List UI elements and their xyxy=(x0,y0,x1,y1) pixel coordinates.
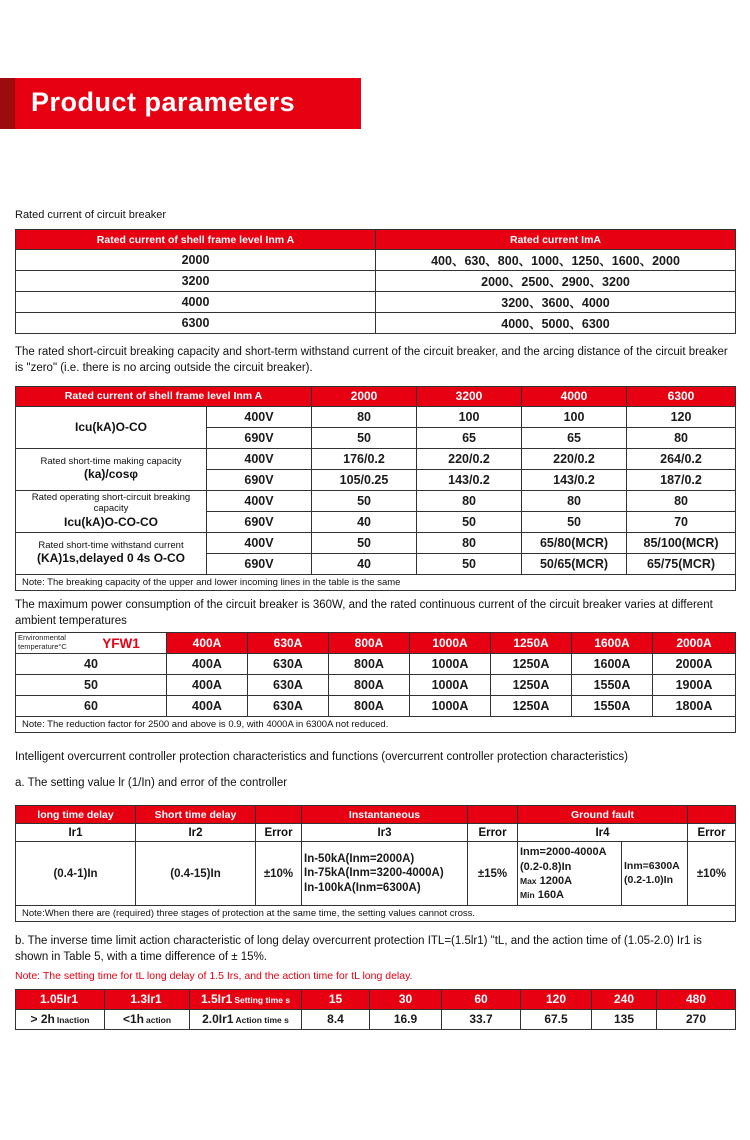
temperature-cell: 60 xyxy=(16,695,167,716)
table-cell xyxy=(370,1009,442,1029)
table-row xyxy=(16,695,736,716)
table-cell: 1000A xyxy=(410,653,491,674)
table-row xyxy=(16,532,736,553)
instantaneous-setting-cell xyxy=(302,842,468,906)
header-cell xyxy=(16,989,105,1009)
ambient-temperature-table xyxy=(15,632,736,732)
header-cell: 800A xyxy=(329,633,410,653)
cell-main: 2.0Ir1 xyxy=(202,1012,234,1027)
table-cell: 80 xyxy=(627,490,736,511)
table-cell: 4000、5000、6300 xyxy=(376,313,736,334)
table-cell: 80 xyxy=(522,490,627,511)
note-cell: Note:When there are (required) three stages of protection at the same time, the setting values cannot cross. xyxy=(16,906,736,922)
setting-line: In-75kA(Inm=3200-4000A) xyxy=(304,867,444,880)
table-cell: 40 xyxy=(312,553,417,574)
subheader-cell: Error xyxy=(256,824,302,842)
table-cell xyxy=(16,1009,105,1029)
header-cell: 1250A xyxy=(491,633,572,653)
voltage-cell: 400V xyxy=(207,448,312,469)
header-cell xyxy=(190,989,302,1009)
header-cell: 1600A xyxy=(572,633,653,653)
cell-main: 8.4 xyxy=(327,1012,344,1027)
table-note-row xyxy=(16,906,736,922)
voltage-cell: 690V xyxy=(207,469,312,490)
group-label-bold: (ka)/cosφ xyxy=(84,467,138,482)
table-cell: 264/0.2 xyxy=(627,448,736,469)
table-cell: (0.4-1)In xyxy=(16,842,136,906)
min-label: Min xyxy=(520,890,535,901)
table-cell: 1000A xyxy=(410,695,491,716)
table-cell: 630A xyxy=(248,653,329,674)
cell-main: 1.3Ir1 xyxy=(130,992,162,1007)
group-label-cell xyxy=(16,406,207,448)
ground-fault-setting-cell xyxy=(622,842,688,906)
header-cell: 2000A xyxy=(653,633,736,653)
table-row xyxy=(16,674,736,695)
setting-line: In-50kA(Inm=2000A) xyxy=(304,852,415,865)
subheader-cell: Ir4 xyxy=(518,824,688,842)
table-cell: 50 xyxy=(312,427,417,448)
header-cell: Rated current of shell frame level Inm A xyxy=(16,230,376,250)
table-cell: 176/0.2 xyxy=(312,448,417,469)
table-cell: 1550A xyxy=(572,674,653,695)
table-row xyxy=(16,271,736,292)
cell-main: 16.9 xyxy=(393,1012,418,1027)
group-label-small: Rated short-time making capacity xyxy=(40,455,182,467)
cell-sub: Setting time s xyxy=(234,995,291,1006)
voltage-cell: 400V xyxy=(207,532,312,553)
temperature-cell: 40 xyxy=(16,653,167,674)
table-cell: 2000 xyxy=(16,250,376,271)
brand-label: YFW1 xyxy=(102,635,140,651)
note-setting-time: Note: The setting time for tL long delay of 1.5 Irs, and the action time for tL long delay. xyxy=(15,970,413,983)
table-cell: 800A xyxy=(329,653,410,674)
setting-line xyxy=(520,874,619,888)
table-cell: 400、630、800、1000、1250、1600、2000 xyxy=(376,250,736,271)
header-cell xyxy=(688,806,736,824)
table-cell: 70 xyxy=(627,511,736,532)
header-cell xyxy=(105,989,190,1009)
header-cell xyxy=(521,989,592,1009)
corner-header-cell xyxy=(16,633,167,653)
header-cell: 1000A xyxy=(410,633,491,653)
table-row xyxy=(16,250,736,271)
table-cell: 400A xyxy=(167,653,248,674)
header-cell xyxy=(592,989,657,1009)
header-cell: long time delay xyxy=(16,806,136,824)
page-content xyxy=(15,209,735,1030)
table-cell: ±15% xyxy=(468,842,518,906)
controller-setting-table xyxy=(15,805,736,922)
group-label-cell xyxy=(16,490,207,532)
header-cell: 3200 xyxy=(417,386,522,406)
cell-main: 135 xyxy=(613,1012,635,1027)
table-cell: 80 xyxy=(312,406,417,427)
table-cell xyxy=(302,1009,370,1029)
table-cell: 1250A xyxy=(491,695,572,716)
temperature-cell: 50 xyxy=(16,674,167,695)
table-cell: 80 xyxy=(417,532,522,553)
table-cell: 1250A xyxy=(491,674,572,695)
header-cell xyxy=(302,989,370,1009)
min-value: 160A xyxy=(537,889,564,902)
group-label-bold: (KA)1s,delayed 0 4s O-CO xyxy=(36,551,186,566)
table-cell: 65 xyxy=(522,427,627,448)
setting-line: Inm=6300A xyxy=(624,860,680,873)
header-cell xyxy=(657,989,736,1009)
table-cell: ±10% xyxy=(256,842,302,906)
cell-main: 120 xyxy=(545,992,567,1007)
table-cell: ±10% xyxy=(688,842,736,906)
page-title: Product parameters xyxy=(15,78,361,129)
setting-line: (0.2-0.8)In xyxy=(520,860,572,873)
table-cell xyxy=(190,1009,302,1029)
header-cell: 2000 xyxy=(312,386,417,406)
table-cell: 105/0.25 xyxy=(312,469,417,490)
cell-main: 480 xyxy=(685,992,707,1007)
table-cell: 630A xyxy=(248,695,329,716)
table-cell: 1000A xyxy=(410,674,491,695)
header-cell: 4000 xyxy=(522,386,627,406)
para-controller-characteristics: Intelligent overcurrent controller protection characteristics and functions (overcurrent controller protection characteristics) xyxy=(15,750,628,763)
table-header-row xyxy=(16,633,736,653)
cell-sub: action xyxy=(145,1015,172,1026)
table-cell: 1600A xyxy=(572,653,653,674)
subheader-cell: Ir3 xyxy=(302,824,468,842)
cell-sub: Action time s xyxy=(235,1015,289,1026)
header-cell xyxy=(468,806,518,824)
table-cell: 65 xyxy=(417,427,522,448)
table-row xyxy=(16,842,736,906)
voltage-cell: 690V xyxy=(207,427,312,448)
setting-line: In-100kA(Inm=6300A) xyxy=(304,882,421,895)
cell-main: <1h xyxy=(122,1012,144,1027)
header-cell xyxy=(256,806,302,824)
group-label-small: Rated operating short-circuit breaking capacity xyxy=(31,492,191,515)
table1-caption: Rated current of circuit breaker xyxy=(15,209,167,221)
table-cell: 100 xyxy=(417,406,522,427)
table-cell: 6300 xyxy=(16,313,376,334)
subheader-cell: Error xyxy=(688,824,736,842)
table-cell: 1800A xyxy=(653,695,736,716)
table-cell: 65/80(MCR) xyxy=(522,532,627,553)
header-cell: 630A xyxy=(248,633,329,653)
table-cell: 80 xyxy=(417,490,522,511)
cell-main: 30 xyxy=(398,992,413,1007)
table-cell: 143/0.2 xyxy=(522,469,627,490)
header-cell: Ground fault xyxy=(518,806,688,824)
banner xyxy=(0,78,361,129)
table-cell: 187/0.2 xyxy=(627,469,736,490)
table-cell: 50/65(MCR) xyxy=(522,553,627,574)
ground-fault-setting-cell xyxy=(518,842,622,906)
header-cell xyxy=(442,989,521,1009)
table-cell: 2000A xyxy=(653,653,736,674)
voltage-cell: 400V xyxy=(207,490,312,511)
table-cell: 100 xyxy=(522,406,627,427)
cell-main: 15 xyxy=(328,992,343,1007)
table-cell: 800A xyxy=(329,695,410,716)
table-cell: 400A xyxy=(167,674,248,695)
table-row xyxy=(16,490,736,511)
long-delay-action-time-table xyxy=(15,989,736,1030)
subheader-cell: Ir2 xyxy=(136,824,256,842)
header-cell: Rated current of shell frame level Inm A xyxy=(16,386,312,406)
table-cell: 400A xyxy=(167,695,248,716)
cell-main: 67.5 xyxy=(544,1012,568,1027)
setting-line xyxy=(520,888,619,902)
voltage-cell: 400V xyxy=(207,406,312,427)
group-label-cell xyxy=(16,532,207,574)
subheader-cell: Error xyxy=(468,824,518,842)
header-cell: Short time delay xyxy=(136,806,256,824)
breaking-capacity-table xyxy=(15,386,736,591)
cell-main: 33.7 xyxy=(469,1012,493,1027)
banner-accent-edge xyxy=(0,78,15,129)
table-cell: 220/0.2 xyxy=(417,448,522,469)
group-label-cell xyxy=(16,448,207,490)
table-cell: (0.4-15)In xyxy=(136,842,256,906)
para-breaking-capacity: The rated short-circuit breaking capacity and short-term withstand current of the circuit breaker, and the arcing distance of the circuit breaker is "zero" (i.e. there is no arcing outside the circuit breaker). xyxy=(15,346,728,374)
table-header-row xyxy=(16,806,736,824)
table-cell: 85/100(MCR) xyxy=(627,532,736,553)
cell-main: 270 xyxy=(685,1012,707,1027)
rated-current-table xyxy=(15,229,736,334)
table-header-row xyxy=(16,230,736,250)
environment-temperature-label: Environmental temperature°C xyxy=(18,633,67,652)
table-cell xyxy=(442,1009,521,1029)
table-cell: 65/75(MCR) xyxy=(627,553,736,574)
cell-sub: Inaction xyxy=(56,1015,90,1026)
header-cell: Instantaneous xyxy=(302,806,468,824)
voltage-cell: 690V xyxy=(207,553,312,574)
cell-main: > 2h xyxy=(30,1012,55,1027)
cell-main: 240 xyxy=(613,992,635,1007)
table-cell: 50 xyxy=(417,511,522,532)
cell-main: 60 xyxy=(474,992,488,1007)
table-cell: 120 xyxy=(627,406,736,427)
table-cell: 4000 xyxy=(16,292,376,313)
table-cell xyxy=(521,1009,592,1029)
group-label-bold: Icu(kA)O-CO-CO xyxy=(64,514,158,529)
header-cell: Rated current ImA xyxy=(376,230,736,250)
table-cell: 630A xyxy=(248,674,329,695)
group-label-bold: Icu(kA)O-CO xyxy=(75,420,147,435)
table-cell: 50 xyxy=(417,553,522,574)
table-cell: 50 xyxy=(312,490,417,511)
subheader-cell: Ir1 xyxy=(16,824,136,842)
table-note-row xyxy=(16,716,736,732)
table-cell: 220/0.2 xyxy=(522,448,627,469)
para-power-consumption: The maximum power consumption of the circuit breaker is 360W, and the rated continuous current of the circuit breaker varies at different ambient temperatures xyxy=(15,598,713,627)
header-cell xyxy=(370,989,442,1009)
table-cell: 1550A xyxy=(572,695,653,716)
table-row xyxy=(16,448,736,469)
header-cell: 400A xyxy=(167,633,248,653)
table-note-row xyxy=(16,574,736,590)
table-cell: 80 xyxy=(627,427,736,448)
table-cell xyxy=(592,1009,657,1029)
table-row xyxy=(16,313,736,334)
voltage-cell: 690V xyxy=(207,511,312,532)
table-subheader-row xyxy=(16,824,736,842)
table-cell: 50 xyxy=(312,532,417,553)
max-value: 1200A xyxy=(539,874,573,887)
max-label: Max xyxy=(520,875,537,886)
setting-line: (0.2-1.0)In xyxy=(624,873,674,886)
table-cell xyxy=(105,1009,190,1029)
group-label-small: Rated short-time withstand current xyxy=(38,539,184,551)
table-cell: 40 xyxy=(312,511,417,532)
table-row xyxy=(16,1009,736,1029)
table-cell: 3200 xyxy=(16,271,376,292)
table-cell: 2000、2500、2900、3200 xyxy=(376,271,736,292)
table-header-row xyxy=(16,386,736,406)
table-cell: 143/0.2 xyxy=(417,469,522,490)
para-inverse-time: b. The inverse time limit action characteristic of long delay overcurrent protection ITL=(1.5lr1) "tL, and the action time of (1.05-2.0) Ir1 is shown in Table 5, with a time difference of ± 15%. xyxy=(15,935,702,964)
table-cell: 800A xyxy=(329,674,410,695)
table-cell: 1250A xyxy=(491,653,572,674)
para-setting-value: a. The setting value lr (1/In) and error of the controller xyxy=(15,776,288,789)
table-cell: 50 xyxy=(522,511,627,532)
table-row xyxy=(16,653,736,674)
note-cell: Note: The breaking capacity of the upper and lower incoming lines in the table is the same xyxy=(16,574,736,590)
cell-main: 1.05Ir1 xyxy=(39,992,79,1007)
header-cell: 6300 xyxy=(627,386,736,406)
table-cell: 1900A xyxy=(653,674,736,695)
table-row xyxy=(16,292,736,313)
setting-line: Inm=2000-4000A xyxy=(520,846,607,859)
table-row xyxy=(16,406,736,427)
table-cell: 3200、3600、4000 xyxy=(376,292,736,313)
note-cell: Note: The reduction factor for 2500 and above is 0.9, with 4000A in 6300A not reduced. xyxy=(16,716,736,732)
table-header-row xyxy=(16,989,736,1009)
table-cell xyxy=(657,1009,736,1029)
cell-main: 1.5Ir1 xyxy=(200,992,233,1007)
